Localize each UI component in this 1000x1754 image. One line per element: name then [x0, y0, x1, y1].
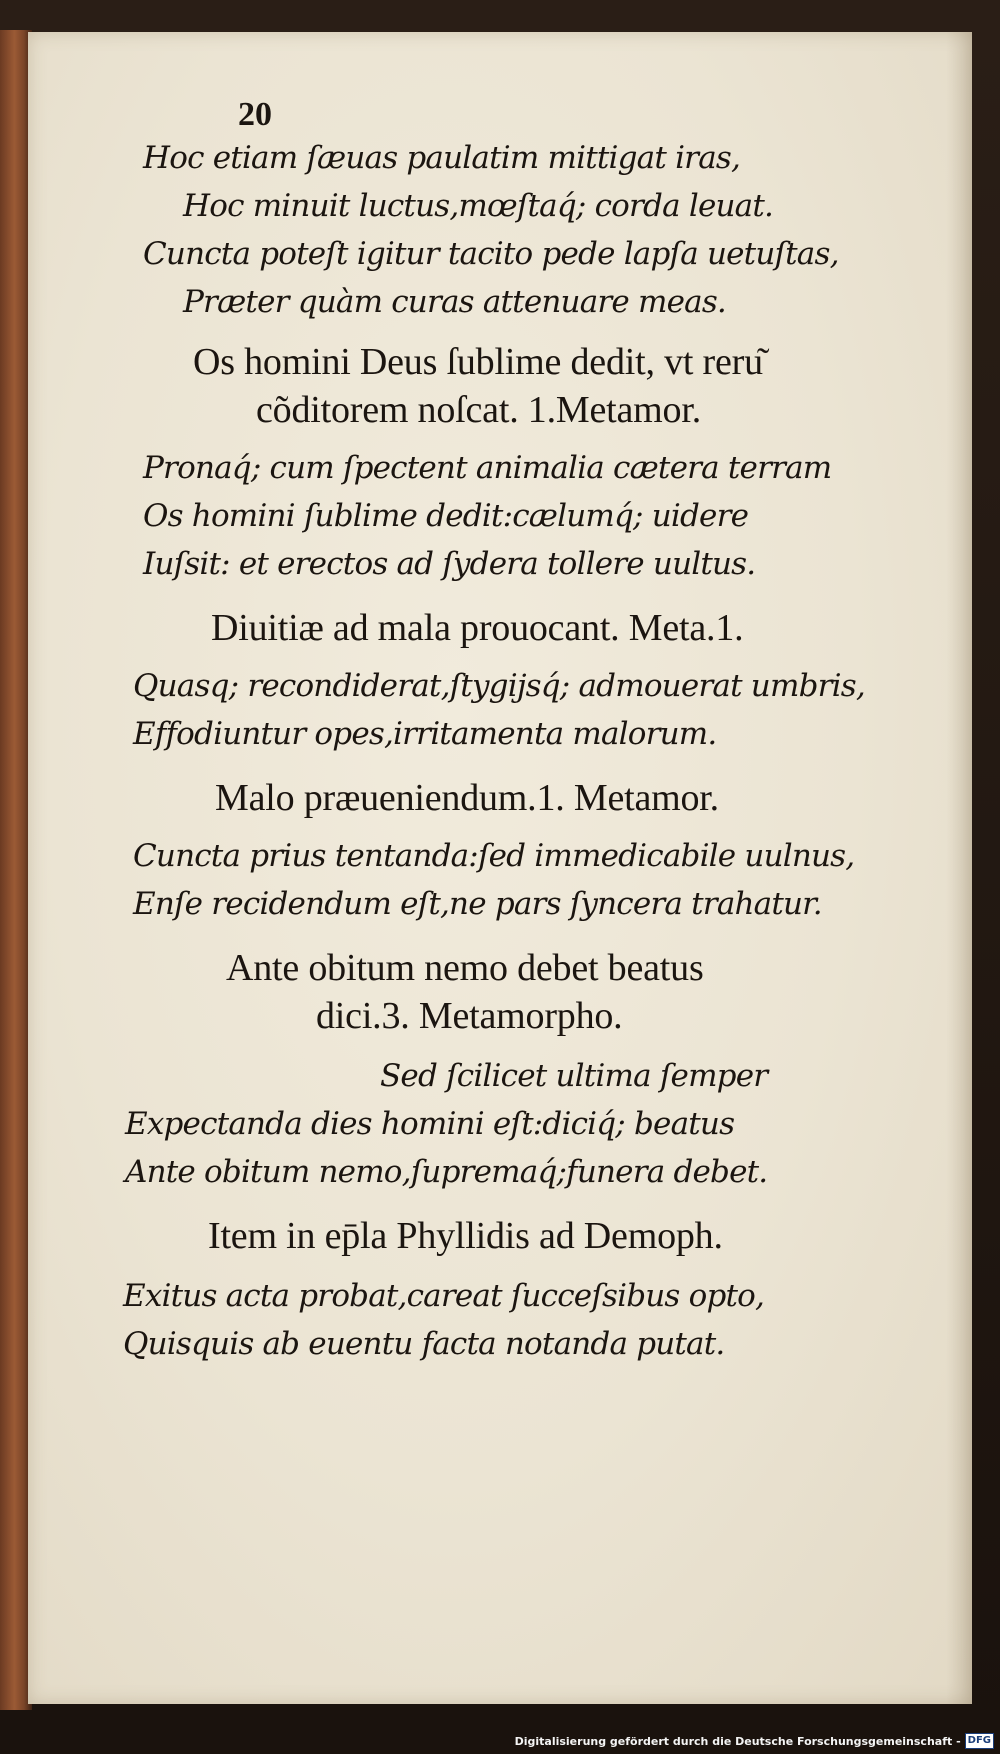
- section-heading: Diuitiæ ad mala prouocant. Meta.1.: [211, 607, 744, 649]
- credit-text: Digitalisierung gefördert durch die Deutsche Forschungsgemeinschaft -: [514, 1734, 961, 1748]
- book-page: [28, 32, 972, 1704]
- verse-line: Quisquis ab euentu facta notanda putat.: [123, 1326, 725, 1362]
- page-number: 20: [238, 96, 272, 133]
- verse-line: Cuncta prius tentanda:ſed immedicabile uulnus,: [133, 838, 855, 874]
- verse-line: Expectanda dies homini eſt:diciq́; beatus: [125, 1106, 735, 1142]
- verse-line: Hoc minuit luctus,mœſtaq́; corda leuat.: [183, 188, 774, 224]
- page-shadow: [946, 32, 972, 1704]
- section-heading: Os homini Deus ſublime dedit, vt reru͂: [193, 341, 763, 383]
- verse-line: Iuſsit: et erectos ad ſydera tollere uultus.: [143, 546, 756, 582]
- verse-line: Pronaq́; cum ſpectent animalia cætera terram: [143, 450, 832, 486]
- digitization-credit: [515, 1732, 994, 1750]
- verse-line: Præter quàm curas attenuare meas.: [183, 284, 726, 320]
- verse-line: Exitus acta probat,careat ſucceſsibus opto,: [123, 1278, 765, 1314]
- dfg-logo-icon: DFG: [965, 1733, 994, 1749]
- verse-line: Os homini ſublime dedit:cælumq́; uidere: [143, 498, 749, 534]
- verse-line: Cuncta poteſt igitur tacito pede lapſa uetuſtas,: [143, 236, 839, 272]
- section-heading: Ante obitum nemo debet beatus: [226, 947, 704, 989]
- section-heading: dici.3. Metamorpho.: [316, 995, 623, 1037]
- section-heading: Item in ep̄la Phyllidis ad Demoph.: [208, 1215, 723, 1257]
- verse-line: Ante obitum nemo,ſupremaq́;funera debet.: [125, 1154, 768, 1190]
- verse-line: Hoc etiam ſæuas paulatim mittigat iras,: [143, 140, 741, 176]
- section-heading: cõditorem noſcat. 1.Metamor.: [256, 389, 702, 431]
- verse-line: Enſe recidendum eſt,ne pars ſyncera trahatur.: [133, 886, 822, 922]
- verse-line: Effodiuntur opes,irritamenta malorum.: [133, 716, 717, 752]
- verse-line: Sed ſcilicet ultima ſemper: [380, 1058, 768, 1094]
- section-heading: Malo præueniendum.1. Metamor.: [215, 777, 719, 819]
- verse-line: Quasq; recondiderat,ſtygijsq́; admouerat umbris,: [133, 668, 865, 704]
